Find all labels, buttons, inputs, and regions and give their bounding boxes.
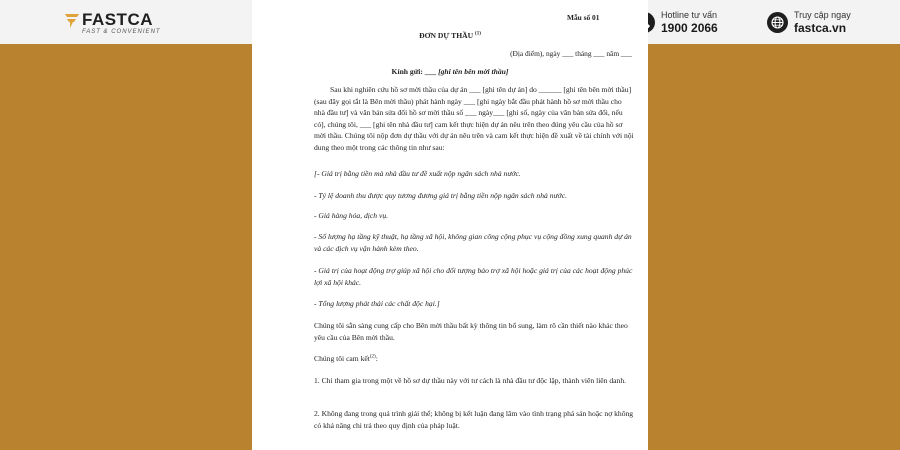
commit-footnote: (2)	[369, 354, 376, 360]
hotline-label: Hotline tư vấn	[661, 10, 718, 20]
title-footnote: (1)	[475, 31, 481, 37]
place-date-line: (Địa điểm), ngày ___ tháng ___ năm ___	[510, 49, 632, 58]
document-page	[252, 0, 648, 450]
commit-item: 2. Không đang trong quá trình giải thể; không bị kết luận đang lâm vào tình trạng phá sản hoặc nợ không có khả năng chi trả theo quy định của pháp luật.	[314, 409, 634, 430]
document-title	[252, 30, 648, 42]
bullet-item: - Giá hàng hóa, dịch vụ.	[314, 211, 389, 220]
addressee-prefix: Kính gửi: ___	[391, 67, 437, 76]
website-label: Truy cập ngay	[794, 10, 851, 20]
title-text: ĐƠN DỰ THẦU	[419, 31, 474, 40]
commit-item: 1. Chỉ tham gia trong một về hồ sơ dự thầu này với tư cách là nhà đầu tư độc lập, thành viên liên danh.	[314, 376, 627, 385]
ready-paragraph: Chúng tôi sẵn sàng cung cấp cho Bên mời thầu bất kỳ thông tin bổ sung, làm rõ cần thiết nào khác theo yêu cầu của Bên mời thầu.	[314, 321, 628, 342]
bullet-item: - Số lượng hạ tầng kỹ thuật, hạ tầng xã hội, không gian công cộng phục vụ cộng đồng xung quanh dự án và các dịch vụ vận hành kèm theo.	[314, 232, 632, 253]
addressee-line	[252, 66, 648, 78]
globe-icon	[767, 12, 788, 33]
bullet-item: [- Giá trị bằng tiền mà nhà đầu tư đề xuất nộp ngân sách nhà nước.	[314, 169, 521, 178]
website-link[interactable]: fastca.vn	[794, 21, 847, 35]
intro-paragraph: Sau khi nghiên cứu hồ sơ mời thầu của dự án ___ [ghi tên dự án] do ______ [ghi tên bên mời thầu] (sau đây gọi tắt là Bên mời thầu) phát hành ngày ___ [ghi ngày bắt đầu phát hành hồ sơ mời thầu cho nhà đầu tư] và văn bản sửa đổi hồ sơ mời thầu số ___ ngày___ [ghi số, ngày của văn bản sửa đổi, nếu có], chúng tôi, ___ [ghi tên nhà đầu tư] cam kết thực hiện dự án nêu trên theo đúng yêu cầu của hồ sơ mời thầu. Chúng tôi nộp đơn dự thầu với dự án nêu trên và cam kết thực hiện đề xuất về tài chính với nội dung theo một trong các thông tin như sau:	[314, 85, 634, 152]
form-number: Mẫu số 01	[567, 13, 600, 22]
addressee-field: [ghi tên bên mời thầu]	[438, 67, 509, 76]
brand-name: FASTCA	[82, 10, 153, 29]
hotline-number[interactable]: 1900 2066	[661, 21, 718, 35]
brand-tagline: FAST & CONVENIENT	[82, 29, 161, 35]
logo-mark-icon	[64, 12, 80, 28]
bullet-item: - Tỷ lệ doanh thu được quy tương đương giá trị bằng tiền nộp ngân sách nhà nước.	[314, 191, 567, 200]
commit-heading-text: Chúng tôi cam kết	[314, 354, 370, 363]
bullet-item: - Tổng lượng phát thải các chất độc hại.]	[314, 299, 440, 308]
bullet-item: - Giá trị của hoạt động trợ giúp xã hội cho đối tượng bảo trợ xã hội hoặc giá trị của các hoạt động phúc lợi xã hội khác.	[314, 266, 633, 287]
commit-heading: Chúng tôi cam kết$^{(2)}$:	[314, 354, 378, 363]
